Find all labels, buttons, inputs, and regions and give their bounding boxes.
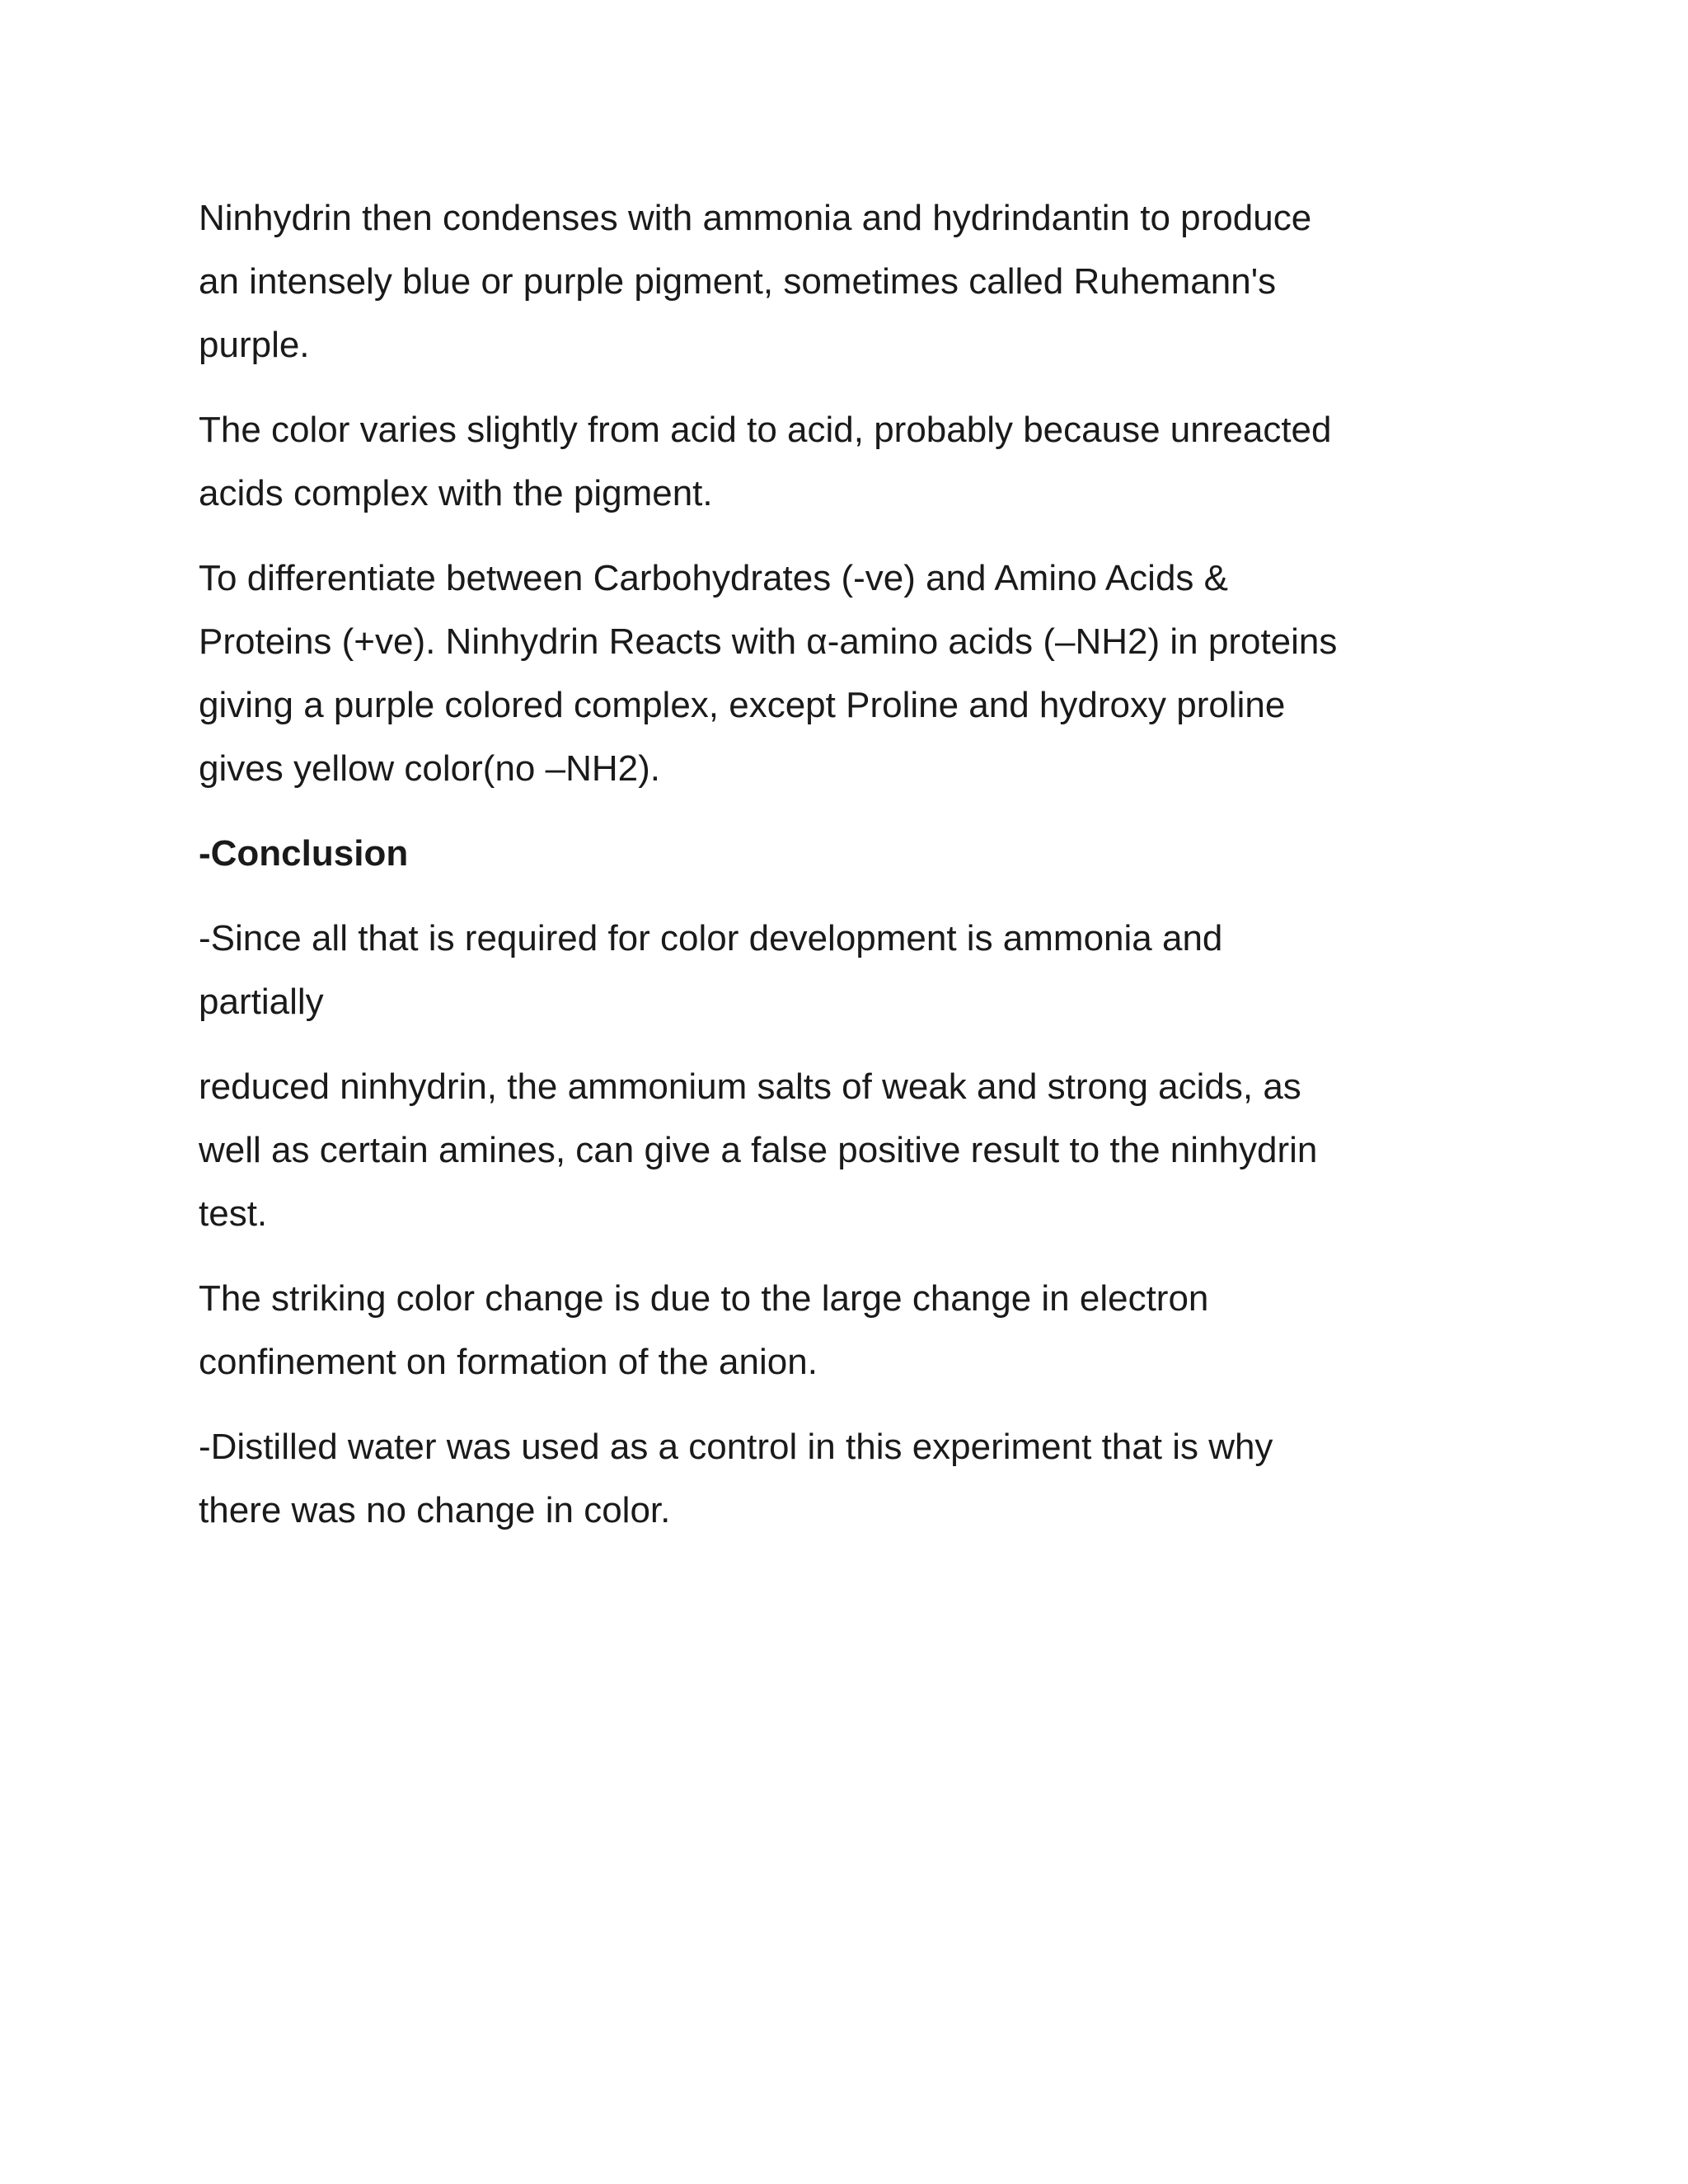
paragraph-differentiate: To differentiate between Carbohydrates (-ve) and Amino Acids & Proteins (+ve). Ninhydrin Reacts with α-amino acids (–NH2) in proteins giving a purple colored complex, except Proline and hydroxy proline gives yellow color(no –NH2).	[199, 558, 1338, 789]
conclusion-heading: -Conclusion	[199, 833, 409, 874]
paragraph-reduced-ninhydrin: reduced ninhydrin, the ammonium salts of weak and strong acids, as well as certain amines, can give a false positive result to the ninhydrin test.	[199, 1066, 1318, 1234]
paragraph-since-all: -Since all that is required for color development is ammonia and partially	[199, 918, 1223, 1022]
paragraph-color-varies: The color varies slightly from acid to acid, probably because unreacted acids complex with the pigment.	[199, 410, 1332, 513]
paragraph-striking-color: The striking color change is due to the large change in electron confinement on formation of the anion.	[199, 1278, 1209, 1382]
document-body	[199, 186, 1484, 1563]
paragraph-distilled-water: -Distilled water was used as a control in this experiment that is why there was no change in color.	[199, 1427, 1273, 1530]
paragraph-ninhydrin-condenses: Ninhydrin then condenses with ammonia and hydrindantin to produce an intensely blue or purple pigment, sometimes called Ruhemann's purple.	[199, 198, 1312, 365]
